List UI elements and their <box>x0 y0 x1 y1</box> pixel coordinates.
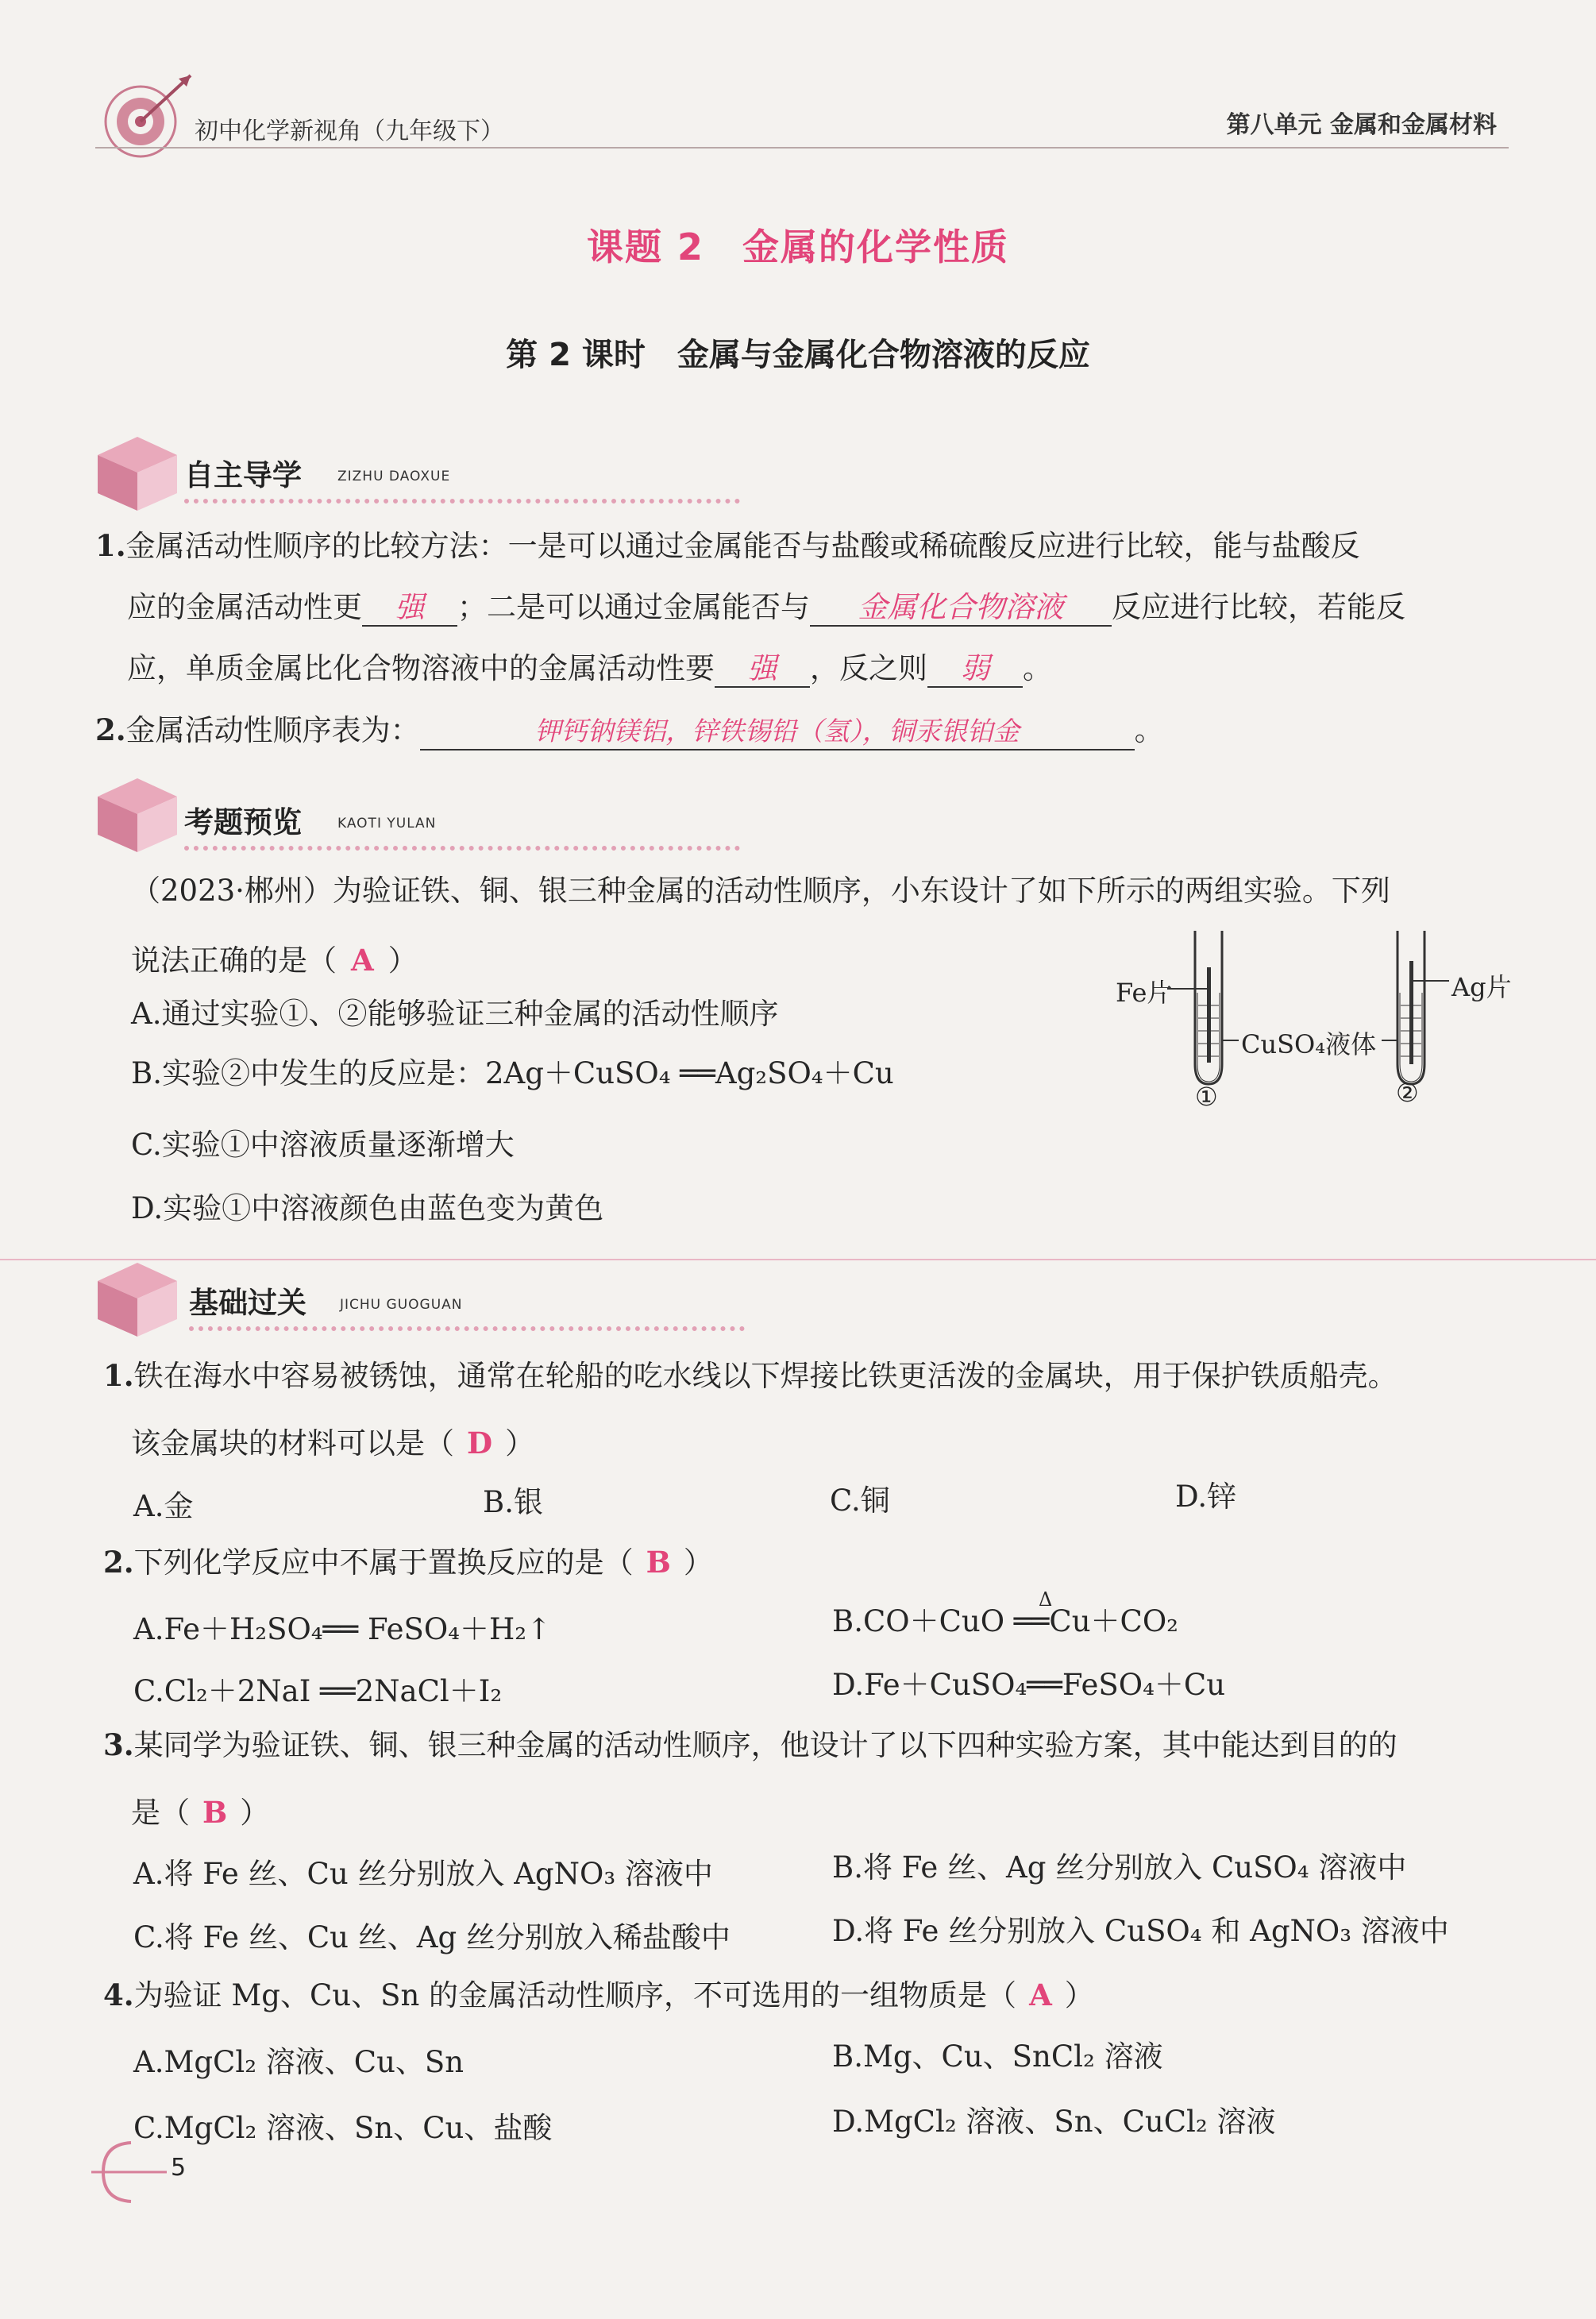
jichu-q4-option-a: A.MgCl₂ 溶液、Cu、Sn <box>133 2045 465 2079</box>
jichu-q3-line2: 是（ B ） <box>131 1795 270 1830</box>
unit-title: 第八单元 金属和金属材料 <box>1226 111 1497 139</box>
jichu-q2-option-a: A.Fe＋H₂SO₄══ FeSO₄＋H₂↑ <box>133 1612 552 1646</box>
kaoti-stem-line2: 说法正确的是（ A ） <box>131 943 418 978</box>
ag-label: Ag片 <box>1451 972 1512 1002</box>
jichu-q3-option-d: D.将 Fe 丝分别放入 CuSO₄ 和 AgNO₃ 溶液中 <box>832 1914 1449 1948</box>
kaoti-option-d: D.实验①中溶液颜色由蓝色变为黄色 <box>131 1191 604 1225</box>
jichu-q1-option-d: D.锌 <box>1175 1480 1237 1514</box>
section-pinyin-zizhu: ZIZHU DAOXUE <box>337 469 451 484</box>
answer-blank: 金属化合物溶液 <box>810 590 1112 627</box>
solution-label: CuSO₄液体 <box>1241 1029 1377 1059</box>
page-number: 5 <box>171 2154 187 2182</box>
kaoti-option-a: A.通过实验①、②能够验证三种金属的活动性顺序 <box>131 997 779 1031</box>
cube-icon <box>94 774 181 854</box>
answer-blank: 强 <box>715 651 810 688</box>
jichu-q1-option-a: A.金 <box>133 1489 194 1523</box>
kaoti-option-c: C.实验①中溶液质量逐渐增大 <box>131 1128 515 1162</box>
answer-blank: 弱 <box>927 651 1023 688</box>
tube-2-label: ② <box>1396 1078 1419 1108</box>
jichu-q1-line2: 该金属块的材料可以是（ D ） <box>131 1426 535 1460</box>
zizhu-q1-line1: 1.金属活动性顺序的比较方法：一是可以通过金属能否与盐酸或稀硫酸反应进行比较，能与盐酸反 <box>95 528 1360 563</box>
jichu-q4-option-b: B.Mg、Cu、SnCl₂ 溶液 <box>832 2039 1163 2074</box>
jichu-q3-line1: 3.某同学为验证铁、铜、银三种金属的活动性顺序，他设计了以下四种实验方案，其中能达到目的的 <box>103 1727 1397 1762</box>
zizhu-q2: 2.金属活动性顺序表为： 钾钙钠镁铝，锌铁锡铅（氢），铜汞银铂金 。 <box>95 712 1164 750</box>
tube-1-label: ① <box>1195 1082 1218 1112</box>
jichu-q1-option-b: B.银 <box>483 1485 543 1519</box>
fe-label: Fe片 <box>1116 978 1173 1008</box>
section-title-jichu: 基础过关 <box>189 1286 306 1320</box>
jichu-q3-option-a: A.将 Fe 丝、Cu 丝分别放入 AgNO₃ 溶液中 <box>133 1857 713 1891</box>
jichu-q2-option-b: B.CO＋CuO ══Cu＋CO₂ <box>832 1604 1178 1638</box>
book-title: 初中化学新视角（九年级下） <box>195 118 504 145</box>
section-divider <box>0 1259 1596 1260</box>
section-underline <box>189 1326 745 1331</box>
section-pinyin-kaoti: KAOTI YULAN <box>337 816 437 832</box>
zizhu-q1-line3: 应，单质金属比化合物溶液中的金属活动性要 强 ，反之则 弱 。 <box>127 651 1052 688</box>
section-pinyin-jichu: JICHU GUOGUAN <box>340 1297 463 1313</box>
header-divider <box>95 147 1509 149</box>
lesson-subtitle: 第 2 课时 金属与金属化合物溶液的反应 <box>506 337 1090 373</box>
section-underline <box>184 499 740 504</box>
target-logo-icon <box>91 68 210 163</box>
jichu-q4-option-d: D.MgCl₂ 溶液、Sn、CuCl₂ 溶液 <box>832 2105 1276 2139</box>
kaoti-stem-line1: （2023·郴州）为验证铁、铜、银三种金属的活动性顺序，小东设计了如下所示的两组实验。下列 <box>131 874 1390 908</box>
heat-condition: Δ <box>1039 1588 1053 1611</box>
answer-blank: 钾钙钠镁铝，锌铁锡铅（氢），铜汞银铂金 <box>420 714 1135 750</box>
jichu-q2-option-c: C.Cl₂＋2NaI ══2NaCl＋I₂ <box>133 1674 503 1708</box>
jichu-q2-stem: 2.下列化学反应中不属于置换反应的是（ B ） <box>103 1545 713 1580</box>
answer-blank: 强 <box>362 590 457 627</box>
cube-icon <box>94 433 181 512</box>
lesson-title: 课题 2 金属的化学性质 <box>586 226 1010 268</box>
jichu-q4-stem: 4.为验证 Mg、Cu、Sn 的金属活动性顺序，不可选用的一组物质是（ A ） <box>103 1978 1094 2012</box>
section-title-zizhu: 自主导学 <box>184 458 302 492</box>
zizhu-q1-line2: 应的金属活动性更 强 ；二是可以通过金属能否与 金属化合物溶液 反应进行比较，若能反 <box>127 590 1405 627</box>
jichu-q2-option-d: D.Fe＋CuSO₄══FeSO₄＋Cu <box>832 1668 1226 1702</box>
cube-icon <box>94 1259 181 1338</box>
section-underline <box>184 846 740 851</box>
jichu-q3-option-b: B.将 Fe 丝、Ag 丝分别放入 CuSO₄ 溶液中 <box>832 1850 1407 1885</box>
section-title-kaoti: 考题预览 <box>184 805 302 839</box>
jichu-q1-line1: 1.铁在海水中容易被锈蚀，通常在轮船的吃水线以下焊接比铁更活泼的金属块，用于保护铁质船壳。 <box>103 1358 1397 1393</box>
jichu-q1-option-c: C.铜 <box>830 1484 890 1518</box>
kaoti-option-b: B.实验②中发生的反应是：2Ag＋CuSO₄ ══Ag₂SO₄＋Cu <box>131 1056 894 1090</box>
jichu-q4-option-c: C.MgCl₂ 溶液、Sn、Cu、盐酸 <box>133 2111 553 2145</box>
jichu-q3-option-c: C.将 Fe 丝、Cu 丝、Ag 丝分别放入稀盐酸中 <box>133 1920 731 1954</box>
